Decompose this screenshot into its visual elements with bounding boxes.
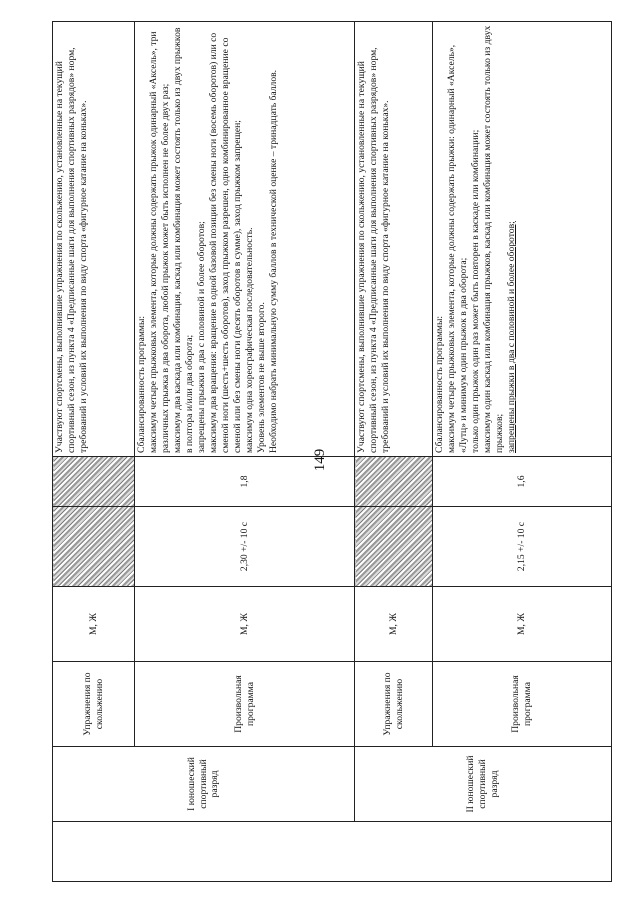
requirements-text: Участвуют спортсмены, выполнившие упражнения по скольжению, установленные на текущий спортивный сезон, из пункта 4 «Предписанные шаги для выполнения спортивных разрядов» норм, требований и условий их выполнения по виду спорта «фигурное катание на коньках».	[356, 47, 391, 453]
requirements-cell	[433, 22, 612, 457]
requirements-text: максимум один каскад или комбинация прыжков, каскад или комбинация может состоять только из двух прыжков;	[481, 25, 505, 453]
rotated-table-container	[52, 22, 612, 882]
requirements-text: Участвуют спортсмены, выполнившие упражнения по скольжению, установленные на текущий спортивный сезон, из пункта 4 «Предписанные шаги для выполнения спортивных разрядов» норм, требований и условий их выполнения по виду спорта «фигурное катание на коньках».	[54, 47, 89, 453]
requirements-text: Сбалансированность программы:	[434, 315, 445, 453]
time-cell-hatched	[53, 507, 135, 587]
requirements-text: максимум одна хореографическая последовательность.	[243, 227, 255, 453]
coef-cell-hatched	[355, 457, 433, 507]
gender-cell: М, Ж	[433, 587, 612, 662]
blank-column-cell	[53, 822, 612, 882]
requirements-text: Необходимо набрать минимальную сумму баллов в технической оценке – тринадцать баллов.	[267, 69, 279, 453]
coef-cell-hatched	[53, 457, 135, 507]
page-number: 149	[312, 448, 328, 472]
time-cell-hatched	[355, 507, 433, 587]
requirements-cell	[53, 22, 135, 457]
program-cell: Упражнения по скольжению	[53, 662, 135, 747]
requirements-cell	[135, 22, 355, 457]
coef-cell: 1,8	[135, 457, 355, 507]
requirements-text: максимум два вращения: вращение в одной базовой позиции без смены ноги (восемь оборотов) или со сменой ноги (шесть+шесть оборотов), заход прыжком разрешен, одно комбинированное вращение со сменой или без смены ноги (десять оборотов в сумме), заход прыжком запрещен;	[207, 32, 243, 453]
requirements-text: максимум два каскада или комбинация, каскад или комбинация может состоять только из двух прыжков в полтора и/или два оборота;	[171, 27, 195, 453]
gender-cell: М, Ж	[135, 587, 355, 662]
requirements-text: только один прыжок один раз может быть повторен в каскаде или комбинации;	[469, 129, 481, 453]
time-cell: 2,15 +/- 10 с	[433, 507, 612, 587]
requirements-text: максимум четыре прыжковых элемента, которые должны содержать прыжок одинарный «Аксель», три различных прыжка в два оборота, любой прыжок может быть исполнен не более двух раз;	[147, 31, 171, 453]
requirements-text: Уровень элементов не выше второго.	[255, 302, 267, 453]
table-row	[53, 22, 135, 882]
time-cell: 2,30 +/- 10 с	[135, 507, 355, 587]
program-cell: Произвольная программа	[135, 662, 355, 747]
coef-cell: 1,6	[433, 457, 612, 507]
requirements-text: запрещены прыжки в два с половиной и более оборотов;	[505, 221, 517, 453]
table-row	[355, 22, 433, 882]
requirements-text: Сбалансированность программы:	[136, 315, 147, 453]
program-cell: Упражнения по скольжению	[355, 662, 433, 747]
requirements-cell	[355, 22, 433, 457]
program-cell: Произвольная программа	[433, 662, 612, 747]
rank-cell: II юношеский спортивный разряд	[355, 747, 612, 822]
requirements-text: запрещены прыжки в два с половиной и более оборотов;	[195, 221, 207, 453]
gender-cell: М, Ж	[53, 587, 135, 662]
rank-cell: I юношеский спортивный разряд	[53, 747, 355, 822]
norms-table	[52, 21, 612, 882]
gender-cell: М, Ж	[355, 587, 433, 662]
requirements-text: максимум четыре прыжковых элемента, которые должны содержать прыжки: одинарный «Аксель», «Лутц» и минимум один прыжок в два оборота;	[445, 44, 469, 453]
